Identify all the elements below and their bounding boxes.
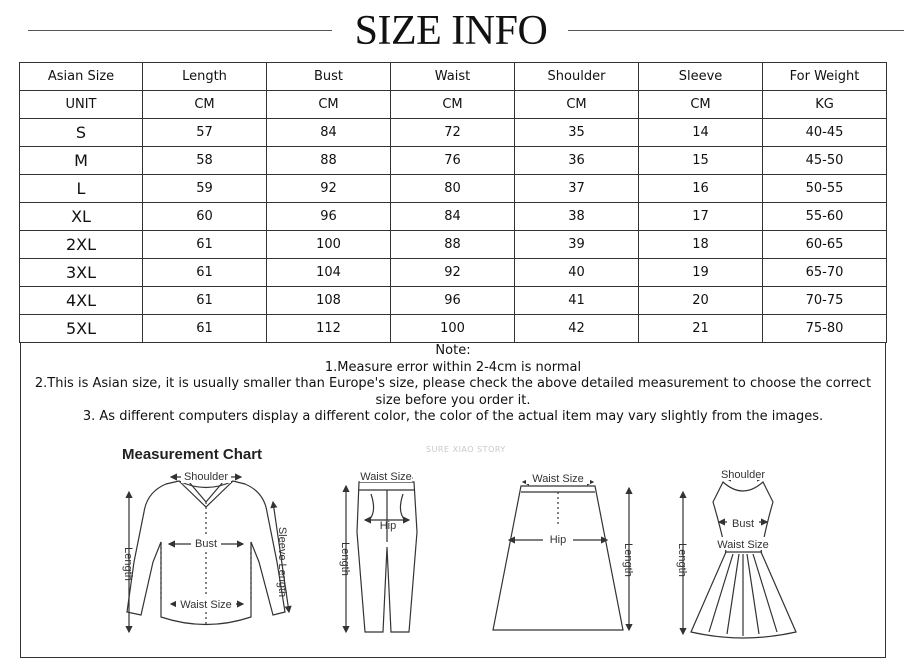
table-cell: KG bbox=[763, 91, 887, 119]
title-bar bbox=[0, 0, 904, 62]
table-cell: 55-60 bbox=[763, 203, 887, 231]
table-cell: 3XL bbox=[20, 259, 143, 287]
table-cell: 39 bbox=[515, 231, 639, 259]
notes-panel bbox=[20, 342, 886, 658]
table-cell: 100 bbox=[391, 315, 515, 343]
table-cell: 84 bbox=[391, 203, 515, 231]
shirt-bust-label: Bust bbox=[194, 538, 218, 550]
table-cell: 45-50 bbox=[763, 147, 887, 175]
table-cell: 16 bbox=[639, 175, 763, 203]
table-cell: 70-75 bbox=[763, 287, 887, 315]
pants-hip-label: Hip bbox=[379, 520, 397, 532]
table-row bbox=[20, 287, 887, 315]
table-cell: 15 bbox=[639, 147, 763, 175]
table-cell: 112 bbox=[267, 315, 391, 343]
pants-diagram bbox=[346, 478, 417, 632]
table-cell: 18 bbox=[639, 231, 763, 259]
shirt-shoulder-label: Shoulder bbox=[183, 471, 229, 483]
size-table bbox=[19, 62, 887, 343]
skirt-length-label: Length bbox=[622, 543, 634, 577]
table-cell: 96 bbox=[267, 203, 391, 231]
pants-waist-label: Waist Size bbox=[360, 471, 412, 483]
table-cell: 76 bbox=[391, 147, 515, 175]
table-cell: CM bbox=[639, 91, 763, 119]
table-cell: 88 bbox=[267, 147, 391, 175]
dress-bust-label: Bust bbox=[731, 518, 755, 530]
table-row bbox=[20, 315, 887, 343]
table-cell: 41 bbox=[515, 287, 639, 315]
table-cell: 17 bbox=[639, 203, 763, 231]
table-cell: CM bbox=[143, 91, 267, 119]
skirt-waist-label: Waist Size bbox=[532, 473, 584, 485]
table-cell: 92 bbox=[267, 175, 391, 203]
table-cell: Shoulder bbox=[515, 63, 639, 91]
table-cell: 40 bbox=[515, 259, 639, 287]
skirt-hip-label: Hip bbox=[549, 534, 567, 546]
table-row bbox=[20, 147, 887, 175]
table-cell: 72 bbox=[391, 119, 515, 147]
note-item-2: 2.This is Asian size, it is usually smaller than Europe's size, please check the above detailed measurement to choose the correct size before you order it. bbox=[34, 376, 872, 408]
table-cell: 65-70 bbox=[763, 259, 887, 287]
table-cell: 57 bbox=[143, 119, 267, 147]
table-cell: For Weight bbox=[763, 63, 887, 91]
dress-shoulder-label: Shoulder bbox=[720, 469, 766, 481]
shirt-sleeve-label: Sleeve Length bbox=[276, 526, 288, 598]
title-divider-right bbox=[568, 30, 904, 31]
table-cell: 14 bbox=[639, 119, 763, 147]
table-cell: 42 bbox=[515, 315, 639, 343]
table-cell: 108 bbox=[267, 287, 391, 315]
table-cell: 40-45 bbox=[763, 119, 887, 147]
table-cell: 4XL bbox=[20, 287, 143, 315]
table-row bbox=[20, 259, 887, 287]
table-cell: CM bbox=[391, 91, 515, 119]
table-cell: 84 bbox=[267, 119, 391, 147]
table-cell: 100 bbox=[267, 231, 391, 259]
table-row bbox=[20, 231, 887, 259]
table-cell: 38 bbox=[515, 203, 639, 231]
shirt-waist-label: Waist Size bbox=[180, 599, 232, 611]
pants-length-label: Length bbox=[339, 542, 351, 576]
measurement-chart bbox=[21, 342, 885, 656]
dress-length-label: Length bbox=[676, 543, 688, 577]
dress-diagram bbox=[683, 478, 796, 638]
table-cell: 104 bbox=[267, 259, 391, 287]
table-cell: S bbox=[20, 119, 143, 147]
table-cell: 60-65 bbox=[763, 231, 887, 259]
table-cell: 96 bbox=[391, 287, 515, 315]
table-cell: Sleeve bbox=[639, 63, 763, 91]
table-cell: 50-55 bbox=[763, 175, 887, 203]
table-cell: L bbox=[20, 175, 143, 203]
table-row bbox=[20, 119, 887, 147]
chart-title: Measurement Chart bbox=[122, 446, 263, 463]
table-cell: Length bbox=[143, 63, 267, 91]
table-row bbox=[20, 175, 887, 203]
table-cell: 58 bbox=[143, 147, 267, 175]
table-cell: 75-80 bbox=[763, 315, 887, 343]
table-cell: Asian Size bbox=[20, 63, 143, 91]
table-cell: 88 bbox=[391, 231, 515, 259]
table-cell: Waist bbox=[391, 63, 515, 91]
dress-waist-label: Waist Size bbox=[717, 539, 769, 551]
table-cell: 61 bbox=[143, 259, 267, 287]
table-cell: 61 bbox=[143, 287, 267, 315]
table-cell: 92 bbox=[391, 259, 515, 287]
table-cell: 37 bbox=[515, 175, 639, 203]
table-cell: 19 bbox=[639, 259, 763, 287]
table-cell: 59 bbox=[143, 175, 267, 203]
table-unit-row bbox=[20, 91, 887, 119]
table-cell: CM bbox=[267, 91, 391, 119]
table-cell: CM bbox=[515, 91, 639, 119]
table-cell: UNIT bbox=[20, 91, 143, 119]
table-cell: XL bbox=[20, 203, 143, 231]
table-cell: M bbox=[20, 147, 143, 175]
shirt-length-label: Length bbox=[122, 547, 134, 581]
table-cell: Bust bbox=[267, 63, 391, 91]
table-cell: 61 bbox=[143, 231, 267, 259]
table-cell: 60 bbox=[143, 203, 267, 231]
table-cell: 5XL bbox=[20, 315, 143, 343]
table-cell: 80 bbox=[391, 175, 515, 203]
table-header-row bbox=[20, 63, 887, 91]
page-title: SIZE INFO bbox=[354, 8, 548, 54]
table-cell: 21 bbox=[639, 315, 763, 343]
note-item-1: 1.Measure error within 2-4cm is normal bbox=[324, 359, 582, 375]
table-cell: 2XL bbox=[20, 231, 143, 259]
watermark: SURE XIAO STORY bbox=[426, 445, 506, 454]
note-item-3: 3. As different computers display a different color, the color of the actual item may vary slightly from the images. bbox=[82, 409, 824, 424]
notes-heading: Note: bbox=[435, 343, 471, 358]
table-cell: 61 bbox=[143, 315, 267, 343]
table-cell: 35 bbox=[515, 119, 639, 147]
table-cell: 20 bbox=[639, 287, 763, 315]
title-divider-left bbox=[28, 30, 332, 31]
table-cell: 36 bbox=[515, 147, 639, 175]
skirt-diagram bbox=[493, 482, 629, 630]
table-row bbox=[20, 203, 887, 231]
